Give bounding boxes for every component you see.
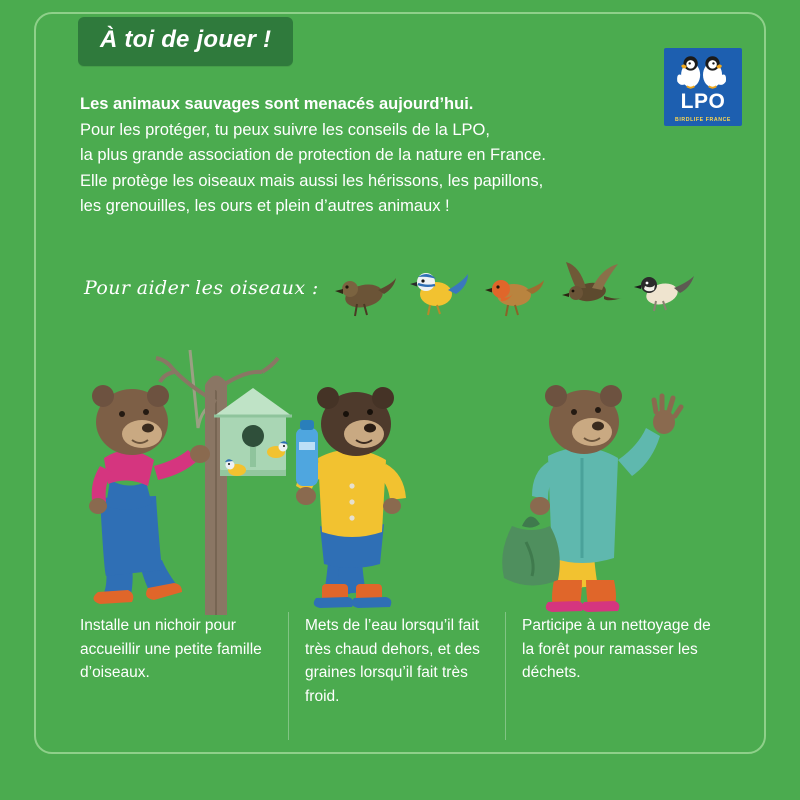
page-title: À toi de jouer ! (100, 26, 272, 53)
bird-illustration-row (330, 258, 710, 318)
illustration-scene (70, 330, 730, 615)
tip-caption-nest-box: Installe un nichoir pour accueillir une petite famille d’oiseaux. (80, 617, 262, 682)
page-title-tab (78, 17, 293, 66)
great-tit-bird-icon (630, 268, 700, 324)
tip-caption-water-and-seeds: Mets de l’eau lorsqu’il fait très chaud dehors, et des graines lorsqu’il fait très froid. (305, 617, 480, 705)
robin-bird-icon (480, 268, 550, 324)
lpo-wordmark: LPO (680, 90, 726, 113)
intro-lead: Les animaux sauvages sont menacés aujourd’hui. (80, 95, 474, 113)
scene-svg (70, 330, 730, 615)
lpo-tagline: BIRDLIFE FRANCE (675, 117, 731, 123)
water-bottle (296, 420, 318, 486)
tree-with-nest-box (156, 350, 292, 615)
flying-brown-bird-icon (556, 260, 626, 316)
bear-with-water-bottle (296, 387, 406, 608)
raised-paw (653, 396, 681, 434)
caption-row (80, 614, 730, 734)
puffin-birds-icon (664, 52, 742, 92)
bear-with-nest-box (89, 385, 210, 604)
intro-line-1: Pour les protéger, tu peux suivre les conseils de la LPO, (80, 120, 490, 139)
intro-line-2: la plus grande association de protection de la nature en France. (80, 146, 546, 165)
bear-with-trash-bag (502, 385, 681, 612)
tip-caption-forest-cleanup: Participe à un nettoyage de la forêt pour ramasser les déchets. (522, 617, 711, 682)
birds-section-heading: Pour aider les oiseaux : (84, 277, 319, 299)
intro-line-3: Elle protège les oiseaux mais aussi les hérissons, les papillons, (80, 171, 544, 190)
sparrow-bird-icon (330, 270, 400, 326)
blue-tit-bird-icon (404, 264, 474, 320)
intro-line-4: les grenouilles, les ours et plein d’autres animaux ! (80, 197, 450, 216)
intro-block (80, 92, 710, 220)
